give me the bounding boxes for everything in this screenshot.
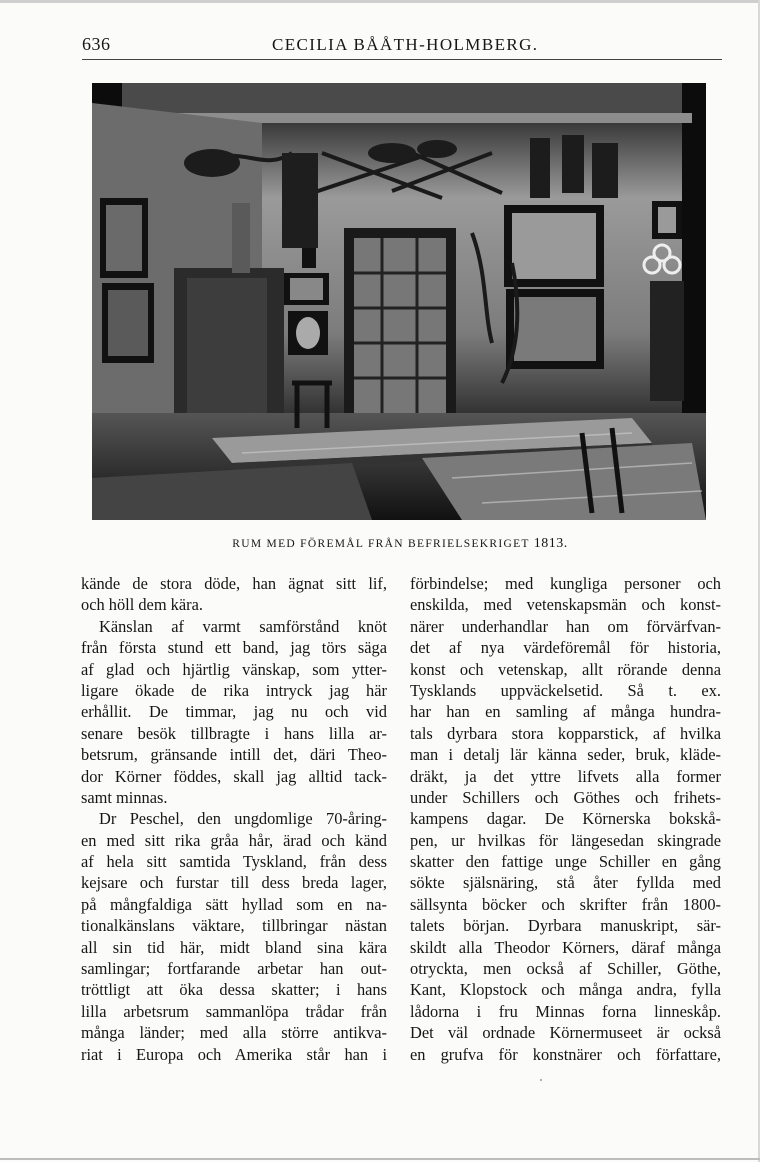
text-line: konst och vetenskap, allt rörande denna [410, 659, 721, 679]
text-line: Dr Peschel, den ungdomlige 70-åring- [99, 809, 387, 829]
text-line: tionalkänslans väktare, tillbringar nästan [81, 916, 387, 936]
header-rule [82, 59, 722, 60]
text-line: talets början. Dyrbara manuskript, sär- [410, 916, 721, 936]
text-line: af hela sitt samtida Tyskland, från dess [81, 852, 387, 872]
text-line: pen, ur hvilkas för längesedan skingrade [410, 830, 721, 850]
page-header [82, 30, 722, 60]
text-line: förbindelse; med kungliga personer och [410, 574, 721, 593]
caption-text: RUM MED FÖREMÅL FRÅN BEFRIELSEKRIGET [232, 538, 530, 550]
text-line: Det väl ordnade Körnermuseet är också [410, 1023, 721, 1043]
text-line: lådorna i fru Minnas forna linneskåp. [410, 1001, 721, 1021]
text-line: kampens dagar. De Körnerska bokskå- [410, 809, 721, 829]
scan-edge-bottom [0, 1158, 760, 1160]
text-line: sällsynta böcker och skrifter från 1800- [410, 894, 721, 914]
text-line: tals dyrbara stora kopparstick, af hvilka [410, 723, 721, 743]
text-line: under Schillers och Göthes och frihets- [410, 787, 721, 807]
text-line: lilla arbetsrum sammanlöpa trådar från [81, 1001, 387, 1021]
text-line: från första stund ett band, jag törs säga [81, 638, 387, 658]
text-line: har han en samling af många hundra- [410, 702, 721, 722]
print-speck [540, 1079, 542, 1081]
running-head: CECILIA BÅÅTH-HOLMBERG. [272, 35, 539, 54]
text-line: dräkt, ja det yttre lifvets alla former [410, 766, 721, 786]
text-line: senare besök tillbragte i hans lilla ar- [81, 723, 387, 743]
caption-year: 1813. [533, 536, 568, 551]
text-line: det af nya värdeföremål för historia, [410, 638, 721, 658]
text-line: skildt alla Theodor Körners, däraf många [410, 937, 721, 957]
text-line: Känslan af varmt samförstånd knöt [99, 616, 387, 636]
text-line: skatter den fattige unge Schiller en gång [410, 852, 721, 872]
text-line: en med sitt rika gråa hår, ärad och känd [81, 830, 387, 850]
text-line: närer underhandlar han om förvärfvan- [410, 616, 721, 636]
scan-edge-top [0, 0, 760, 3]
text-line: ligare ökade de rika intryck jag här [81, 680, 387, 700]
text-line: sökte själsnäring, stå åter fyllda med [410, 873, 721, 893]
text-line: tröttligt att öka dessa skatter; i hans [81, 980, 387, 1000]
text-line: på mångfaldiga sätt hyllad som en na- [81, 894, 387, 914]
text-line: otryckta, men också af Schiller, Göthe, [410, 959, 721, 979]
text-line: samt minnas. [81, 787, 168, 807]
figure-caption [0, 536, 760, 552]
text-line: all sin tid här, midt bland sina kära [81, 937, 387, 957]
text-line: kejsare och furstar till dess breda lager, [81, 873, 387, 893]
text-line: Kant, Klopstock och många andra, fylla [410, 980, 721, 1000]
text-column-left [81, 573, 387, 1065]
text-line: af glad och hjärtlig vänskap, som ytter- [81, 659, 387, 679]
page-number: 636 [82, 34, 111, 54]
text-line: en grufva för konstnärer och författare, [410, 1044, 721, 1064]
text-line: Tysklands uppväckelsetid. Så t. ex. [410, 680, 721, 700]
text-line: betsrum, gränsande intill det, däri Theo- [81, 745, 387, 765]
text-column-right [410, 573, 721, 1065]
room-photograph-drawing [92, 83, 706, 520]
text-line: erhållit. De timmar, jag nu och vid [81, 702, 387, 722]
text-line: många länder; med alla större antikva- [81, 1023, 387, 1043]
text-line: samlingar; fortfarande arbetar han out- [81, 959, 387, 979]
text-line: och höll dem kära. [81, 595, 203, 615]
text-line: kände de stora döde, han ägnat sitt lif, [81, 574, 387, 593]
text-line: man i detalj lär känna seder, bruk, kläde- [410, 745, 721, 765]
text-line: enskilda, med vetenskapsmän och konst- [410, 595, 721, 615]
room-photograph [92, 83, 706, 520]
text-line: dor Körner föddes, skall jag alltid tack- [81, 766, 387, 786]
text-line: riat i Europa och Amerika står han i [81, 1044, 387, 1064]
